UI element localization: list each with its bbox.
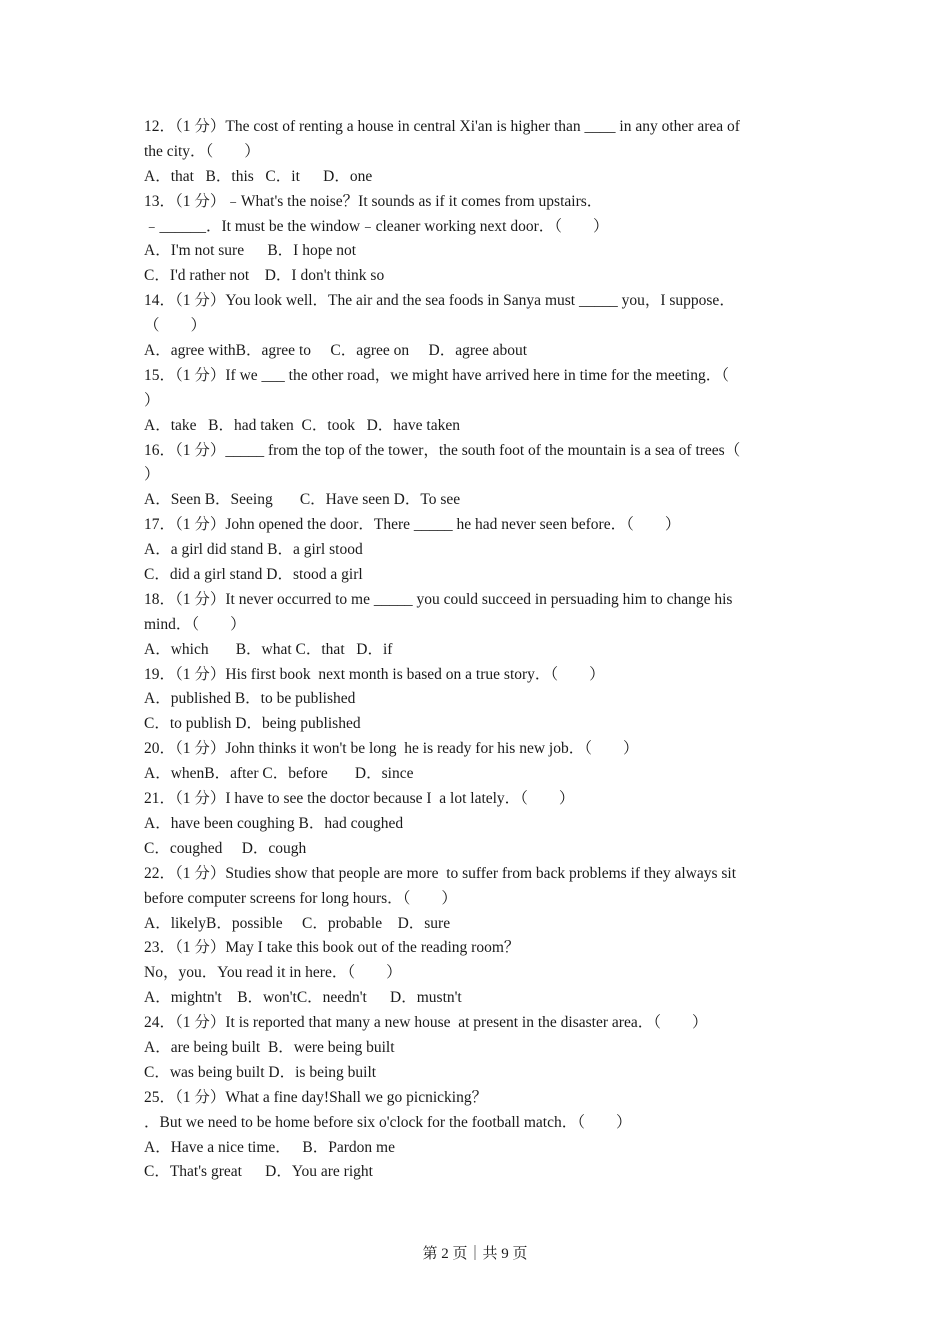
text-line: A．are being built B．were being built — [144, 1038, 395, 1056]
text-line: No，you．You read it in here．（ ） — [144, 964, 402, 982]
text-line: 15．（1 分）If we ___ the other road，we might have arrived here in time for the meeting．（ — [144, 366, 729, 384]
text-line: A．I'm not sure B．I hope not — [144, 242, 357, 260]
text-line: 16．（1 分）_____ from the top of the tower，the south foot of the mountain is a sea of trees（ — [144, 441, 741, 459]
text-line: A．a girl did stand B．a girl stood — [144, 541, 363, 559]
text-line: 24．（1 分）It is reported that many a new house at present in the disaster area．（ ） — [144, 1014, 708, 1032]
text-line: A．mightn't B．won'tC．needn't D．mustn't — [144, 989, 462, 1007]
text-line: ） — [144, 466, 160, 484]
text-line: 18．（1 分）It never occurred to me _____ you could succeed in persuading him to change his — [144, 590, 733, 608]
text-line: before computer screens for long hours．（ ） — [144, 889, 457, 907]
text-line: 20．（1 分）John thinks it won't be long he is ready for his new job．（ ） — [144, 740, 639, 758]
text-line: 22．（1 分）Studies show that people are more to suffer from back problems if they always sit — [144, 864, 737, 882]
text-line: 25．（1 分）What a fine day!Shall we go picnicking？ — [144, 1088, 488, 1106]
text-line: A．Seen B．Seeing C．Have seen D．To see — [144, 491, 461, 509]
text-line: C．was being built D．is being built — [144, 1063, 377, 1081]
text-line: （ ） — [144, 317, 207, 335]
text-line: C．coughed D．cough — [144, 839, 307, 857]
text-line: ．But we need to be home before six o'clock for the football match．（ ） — [144, 1113, 632, 1131]
text-line: C．to publish D．being published — [144, 715, 361, 733]
text-line: C．That's great D．You are right — [144, 1163, 373, 1181]
text-line: A．whenB．after C．before D．since — [144, 765, 414, 783]
text-line: A．agree withB．agree to C．agree on D．agree about — [144, 342, 528, 360]
text-line: C．I'd rather not D．I don't think so — [144, 267, 385, 285]
text-line: 13．（1 分）﹣What's the noise？It sounds as if it comes from upstairs． — [144, 192, 603, 210]
text-line: A．have been coughing B．had coughed — [144, 814, 404, 832]
text-line: 23．（1 分）May I take this book out of the reading room？ — [144, 939, 520, 957]
text-line: mind．（ ） — [144, 615, 246, 633]
text-line: 14．（1 分）You look well．The air and the sea foods in Sanya must _____ you，I suppose． — [144, 292, 735, 310]
text-line: ） — [144, 391, 160, 409]
text-line: A．that B．this C．it D．one — [144, 167, 373, 185]
text-line: C．did a girl stand D．stood a girl — [144, 566, 363, 584]
text-line: A．likelyB．possible C．probable D．sure — [144, 914, 451, 932]
text-line: 17．（1 分）John opened the door．There _____ he had never seen before．（ ） — [144, 516, 681, 534]
text-line: 21．（1 分）I have to see the doctor because I a lot lately．（ ） — [144, 790, 575, 808]
text-line: A．which B．what C．that D．if — [144, 640, 393, 658]
text-line: the city．（ ） — [144, 142, 260, 160]
text-line: A．published B．to be published — [144, 690, 356, 708]
question-list — [144, 115, 804, 1185]
text-line: ﹣______．It must be the window﹣cleaner working next door．（ ） — [144, 217, 609, 235]
text-line: A．Have a nice time． B．Pardon me — [144, 1138, 395, 1156]
text-line: A．take B．had taken C．took D．have taken — [144, 416, 460, 434]
page-footer: 第 2 页｜共 9 页 — [422, 1246, 528, 1262]
text-line: 12．（1 分）The cost of renting a house in central Xi'an is higher than ____ in any other area of — [144, 118, 740, 135]
text-line: 19．（1 分）His first book next month is based on a true story．（ ） — [144, 665, 605, 683]
